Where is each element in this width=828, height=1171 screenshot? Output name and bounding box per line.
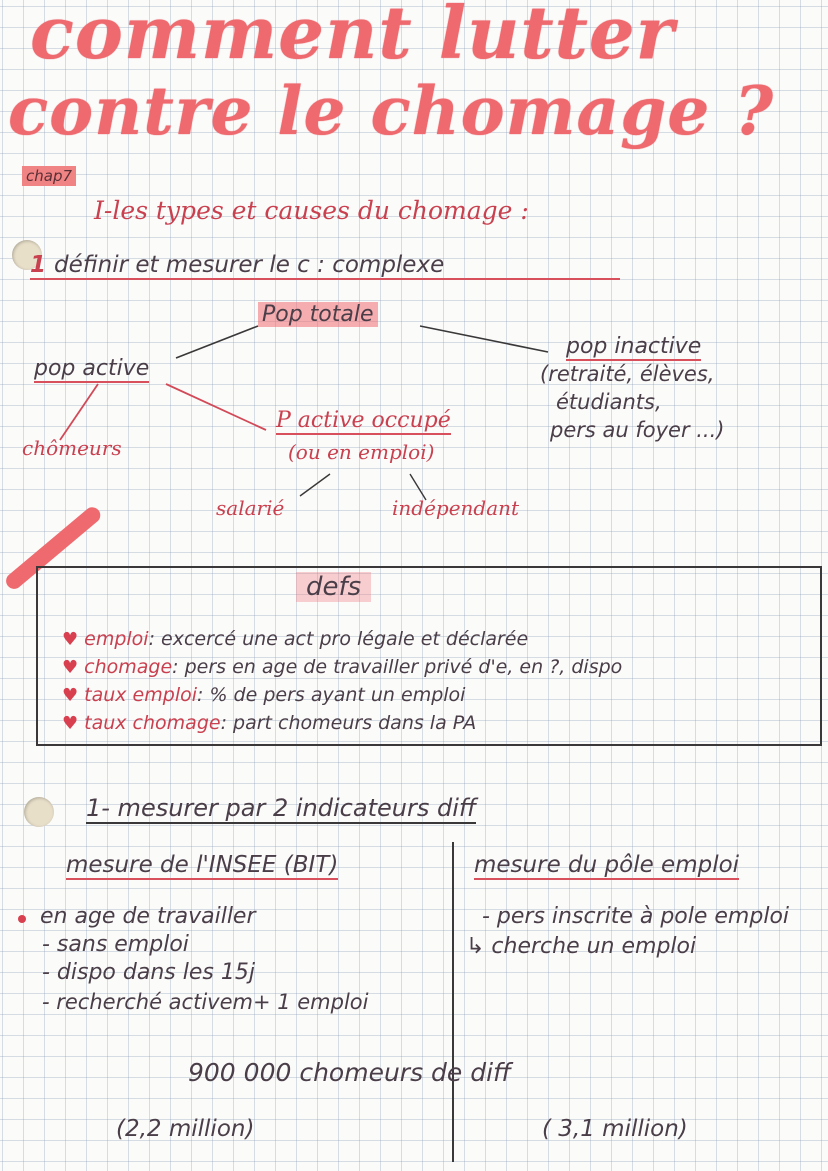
pole-line-2: ↳ cherche un emploi <box>466 934 697 959</box>
defs-heading: defs <box>296 572 371 602</box>
def-text: : excercé une act pro légale et déclarée <box>148 628 529 650</box>
section-heading: I-les types et causes du chomage : <box>94 196 529 225</box>
bullet-dot <box>18 915 26 923</box>
inactive-detail-1: (retraité, élèves, <box>540 362 715 386</box>
difference-note: 900 000 chomeurs de diff <box>188 1058 512 1087</box>
title-line-1: comment lutter <box>30 0 675 75</box>
insee-line-3: - dispo dans les 15j <box>42 960 255 985</box>
def-row-taux-chomage <box>62 712 476 734</box>
insee-value: (2,2 million) <box>116 1116 255 1142</box>
def-row-chomage <box>62 656 622 678</box>
heart-icon: ♥ <box>62 629 79 650</box>
def-text: : part chomeurs dans la PA <box>220 712 477 734</box>
node-pop-totale <box>258 302 378 327</box>
bullet-number: 1 <box>30 252 47 278</box>
insee-line-4: - recherché activem+ 1 emploi <box>42 990 369 1014</box>
node-pop-inactive: pop inactive <box>566 334 702 359</box>
subheading-text: définir et mesurer le c : complexe <box>54 252 445 278</box>
heart-icon: ♥ <box>62 657 79 678</box>
def-term: taux chomage <box>84 712 221 734</box>
binder-hole-bottom <box>24 797 54 827</box>
def-text: : pers en age de travailler privé d'e, en ?, dispo <box>172 656 623 678</box>
node-chomeurs: chômeurs <box>22 436 122 460</box>
node-salarie: salarié <box>216 496 285 520</box>
pole-line-1: - pers inscrite à pole emploi <box>482 904 790 929</box>
inactive-detail-2: étudiants, <box>556 390 662 414</box>
node-en-emploi: (ou en emploi) <box>288 440 435 464</box>
inactive-detail-3: pers au foyer ...) <box>550 418 725 442</box>
chapter-tag: chap7 <box>22 166 76 186</box>
def-term: chomage <box>84 656 173 678</box>
measure-heading: 1- mesurer par 2 indicateurs diff <box>86 794 477 822</box>
insee-line-1: en age de travailler <box>40 904 256 929</box>
def-row-taux-emploi <box>62 684 465 706</box>
def-row-emploi <box>62 628 528 650</box>
insee-line-2: - sans emploi <box>42 932 189 957</box>
node-pop-active: pop active <box>34 356 150 381</box>
def-term: emploi <box>84 628 149 650</box>
node-independant: indépendant <box>392 496 520 520</box>
pole-value: ( 3,1 million) <box>542 1116 688 1142</box>
def-text: : % de pers ayant un emploi <box>197 684 466 706</box>
node-pactive-occupe: P active occupé <box>276 408 451 433</box>
column-divider <box>452 842 454 1162</box>
pole-emploi-title: mesure du pôle emploi <box>474 852 740 878</box>
node-pop-totale-text: Pop totale <box>258 302 378 327</box>
heart-icon: ♥ <box>62 713 79 734</box>
def-term: taux emploi <box>84 684 197 706</box>
heart-icon: ♥ <box>62 685 79 706</box>
insee-title: mesure de l'INSEE (BIT) <box>66 852 339 878</box>
title-line-2: contre le chomage ? <box>8 72 775 150</box>
